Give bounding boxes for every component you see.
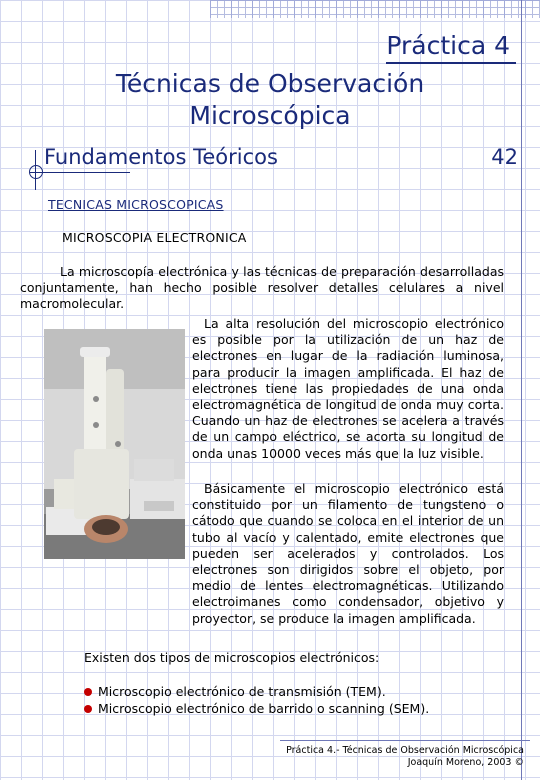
footer-divider	[280, 740, 530, 741]
margin-line	[521, 0, 522, 780]
list-item-label: Microscopio electrónico de barrido o scanning (SEM).	[98, 701, 430, 716]
structure-paragraph: Básicamente el microscopio electrónico está constituido por un filamento de tungsteno o cátodo que cuando se coloca en el interior de un tubo al vacío y calentado, emite electrones que pueden ser acelerados y controlados. Los electrones son dirigidos sobre el objeto, por medio de lentes electromagnéticas. Utilizando electroimanes como condensador, objetivo y proyector, se produce la imagen amplificada.	[192, 481, 504, 626]
page-title-line1: Técnicas de Observación	[115, 69, 425, 98]
practice-label: Práctica 4	[386, 30, 516, 64]
topic-title: TECNICAS MICROSCOPICAS	[48, 197, 224, 212]
electron-microscope-photo	[44, 329, 185, 559]
footer-author: Joaquín Moreno, 2003 ©	[407, 757, 524, 768]
list-item-label: Microscopio electrónico de transmisión (TEM).	[98, 684, 386, 699]
intro-paragraph: La microscopía electrónica y las técnicas de preparación desarrolladas conjuntamente, han hecho posible resolver detalles celulares a nivel macromolecular.	[20, 264, 504, 311]
section-heading: Fundamentos Teóricos	[44, 145, 278, 169]
types-intro: Existen dos tipos de microscopios electrónicos:	[84, 650, 380, 665]
section-heading-underline	[30, 172, 130, 173]
list-item	[84, 683, 429, 700]
bullet-icon	[84, 688, 92, 696]
footer-course: Práctica 4.- Técnicas de Observación Microscópica	[286, 745, 524, 756]
resolution-paragraph: La alta resolución del microscopio electrónico es posible por la utilización de un haz de electrones en lugar de la radiación luminosa, para producir la imagen amplificada. El haz de electrones tiene las propiedades de una onda electromagnética de longitud de onda muy corta. Cuando un haz de electrones se acelera a través de un campo eléctrico, se acorta su longitud de onda unas 10000 veces más que la luz visible.	[192, 316, 504, 461]
footer	[286, 745, 524, 769]
microscope-illustration	[44, 329, 185, 559]
bullet-icon	[84, 705, 92, 713]
header-grid-decoration	[210, 0, 540, 18]
page-number: 42	[491, 145, 518, 169]
subtopic-title: MICROSCOPIA ELECTRONICA	[62, 230, 247, 245]
page-title	[60, 68, 480, 132]
list-item	[84, 700, 429, 717]
types-list	[84, 683, 429, 717]
page-title-line2: Microscópica	[189, 101, 351, 130]
